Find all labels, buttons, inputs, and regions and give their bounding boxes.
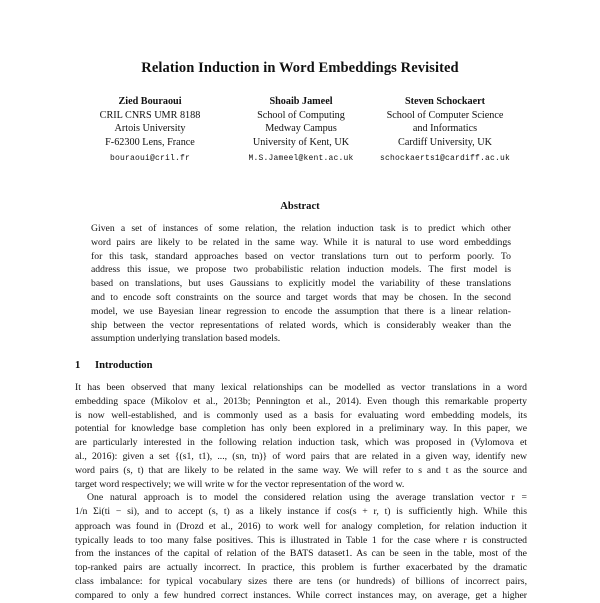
author-affiliation-line: F-62300 Lens, France (105, 137, 195, 149)
body-line: potential for knowledge base completion has only been explored in a preliminary way. In this paper, we (75, 423, 527, 435)
author-affiliation-line: Medway Campus (265, 123, 337, 135)
abstract-line: ship between the vector representations of related words, which is considerably weaker than the (91, 319, 511, 331)
abstract-line: assumption underlying translation based models. (91, 333, 281, 345)
body-line: is now well-established, and is commonly used as a basis for evaluating word embedding models, its (75, 409, 527, 421)
abstract-line: address this issue, we propose two probabilistic relation induction models. The first model is (91, 264, 511, 276)
author-name: Zied Bouraoui (118, 96, 182, 107)
body-line: top-ranked pairs are actually incorrect. In practice, this problem is further exacerbated by the dramatic (75, 562, 527, 574)
body-line: word pairs (s, t) that are likely to be related in the same way. We will refer to s and t as the source and (75, 464, 527, 476)
section-number: 1 (75, 360, 81, 371)
section-heading (75, 360, 153, 371)
author-block-3 (370, 95, 520, 166)
body-line: It has been observed that many lexical relationships can be modelled as vector translations in a word (75, 382, 527, 393)
body-line: are particularly interested in the following relation induction task, which was proposed in (Vylomova et (75, 437, 527, 449)
author-affiliation-line: Artois University (114, 123, 186, 135)
body-line: al., 2016): given a set {(s1, t1), ..., (sn, tn)} of word pairs that are related in a given way, identify new (75, 450, 527, 462)
paper-title: Relation Induction in Word Embeddings Revisited (141, 60, 459, 76)
author-name: Steven Schockaert (404, 96, 486, 107)
author-affiliation-line: and Informatics (412, 123, 478, 135)
abstract-text (91, 222, 511, 346)
body-line: embedding space (Mikolov et al., 2013b; Pennington et al., 2014). Even though this remarkable property (75, 395, 527, 407)
body-line: 1/n Σi(ti − si), and to accept (s, t) as a likely instance if cos(s + r, t) is sufficiently high. While this (75, 506, 527, 518)
body-line: approach was found in (Drozd et al., 2016) to work well for analogy completion, for relation induction it (75, 520, 527, 532)
author-affiliation-line: School of Computing (257, 109, 345, 121)
body-line: class imbalance: for typical vocabulary sizes there are tens (or hundreds) of billions of incorrect pairs, (75, 575, 527, 587)
body-line: from the instances of the capital of relation of the BATS dataset1. As can be seen in the table, most of the (75, 548, 527, 560)
author-email: M.S.Jameel@kent.ac.uk (248, 153, 354, 163)
abstract-line: based on translations, but uses Gaussians to explicitly model the variability of these translations (91, 278, 511, 290)
author-affiliation-line: University of Kent, UK (252, 137, 350, 149)
author-affiliation-line: Cardiff University, UK (398, 137, 492, 149)
body-line: target word respectively; we will write w for the vector representation of the word w. (75, 478, 405, 490)
body-line: typically leads to too many false positives. This is illustrated in Table 1 for the case where r is constructed (75, 534, 527, 546)
author-block-1 (70, 95, 230, 166)
abstract-heading: Abstract (280, 201, 320, 212)
author-email: bouraoui@cril.fr (109, 153, 190, 163)
body-text (75, 381, 527, 603)
author-name: Shoaib Jameel (269, 96, 333, 107)
abstract-line: word pairs are likely to be related in the same way. While it is natural to use word embeddings (91, 236, 511, 248)
section-title: Introduction (95, 360, 153, 371)
abstract-line: model, we use Bayesian linear regression to encode the assumption that there is a linear relation- (91, 305, 511, 317)
abstract-line: for this task, standard approaches based on vector translations turn out to perform poorly. To (91, 250, 511, 262)
abstract-line: Given a set of instances of some relation, the relation induction task is to predict which other (91, 223, 511, 234)
body-line: One natural approach is to model the considered relation using the average translation vector r = (87, 492, 527, 504)
author-block-2 (226, 95, 376, 166)
author-affiliation-line: School of Computer Science (386, 109, 504, 121)
author-email: schockaerts1@cardiff.ac.uk (379, 153, 511, 163)
author-affiliation-line: CRIL CNRS UMR 8188 (99, 109, 201, 121)
body-line: compared to only a few hundred correct instances. While correct instances may, on average, get a higher (75, 589, 527, 601)
abstract-line: and to encode soft constraints on the source and target words that may be chosen. In the second (91, 291, 511, 303)
